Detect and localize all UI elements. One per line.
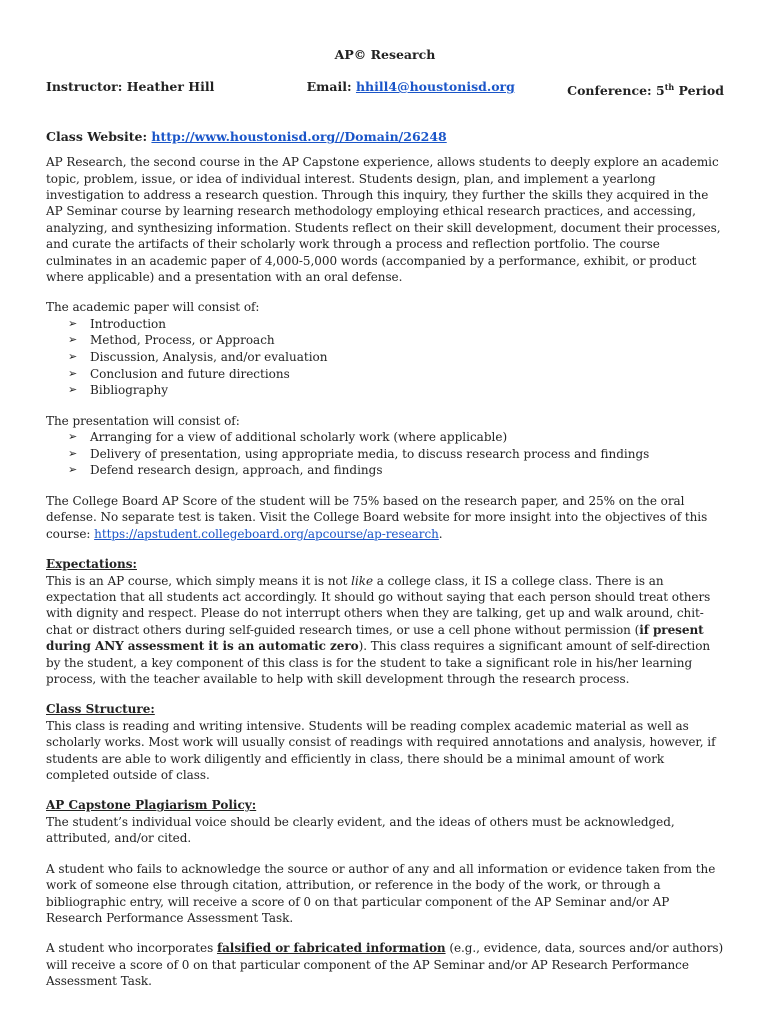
plagiarism-paragraph-1: The student’s individual voice should be clearly evident, and the ideas of others must be acknowledged, attributed, and/or cited. <box>46 814 675 846</box>
instructor-name: Instructor: Heather Hill <box>46 79 215 94</box>
list-item: ➢ Conclusion and future directions <box>68 366 724 383</box>
paper-lead: The academic paper will consist of: <box>46 300 260 315</box>
list-item: ➢ Arranging for a view of additional scholarly work (where applicable) <box>68 429 724 446</box>
list-item: ➢ Method, Process, or Approach <box>68 332 724 349</box>
presentation-list <box>46 429 724 479</box>
score-paragraph: The College Board AP Score of the student will be 75% based on the research paper, and 25% on the oral defense. No separate test is taken. Visit the College Board website for more insight into the objectives of this course: https://apstudent.collegeboard.org/apcourse/ap-research. <box>46 493 708 541</box>
list-item: ➢ Discussion, Analysis, and/or evaluation <box>68 349 724 366</box>
email-line: Email: hhill4@houstonisd.org <box>306 79 515 94</box>
expectations-heading: Expectations: <box>46 557 137 572</box>
class-website-link[interactable]: http://www.houstonisd.org//Domain/26248 <box>151 129 447 145</box>
paper-list <box>46 316 724 399</box>
list-item: ➢ Delivery of presentation, using appropriate media, to discuss research process and findings <box>68 446 724 463</box>
structure-paragraph: This class is reading and writing intensive. Students will be reading complex academic material as well as scholarly works. Most work will usually consist of readings with required annotations and analysis, however, if students are able to work diligently and efficiently in class, there should be a minimal amount of work completed outside of class. <box>46 718 716 783</box>
ap-research-link[interactable]: https://apstudent.collegeboard.org/apcourse/ap-research <box>94 526 439 541</box>
page-title: AP© Research <box>334 47 436 62</box>
list-item: ➢ Bibliography <box>68 382 724 399</box>
conference-period: Conference: 5th Period <box>567 82 724 99</box>
plagiarism-paragraph-3: A student who incorporates falsified or fabricated information (e.g., evidence, data, sources and/or authors) will receive a score of 0 on that particular component of the AP Seminar and/or AP Research Performance Assessment Task. <box>46 941 724 989</box>
list-item: ➢ Defend research design, approach, and findings <box>68 462 724 479</box>
presentation-lead: The presentation will consist of: <box>46 413 240 428</box>
class-website: Class Website: http://www.houstonisd.org//Domain/26248 <box>46 129 447 145</box>
plagiarism-heading: AP Capstone Plagiarism Policy: <box>46 798 257 813</box>
email-link[interactable]: hhill4@houstonisd.org <box>355 79 515 94</box>
header-meta <box>46 78 724 100</box>
plagiarism-paragraph-2: A student who fails to acknowledge the source or author of any and all information or evidence taken from the work of someone else through citation, attribution, or reference in the body of the work, or through a bibliographic entry, will receive a score of 0 on that particular component of the AP Seminar and/or AP Research Performance Assessment Task. <box>46 861 716 925</box>
list-item: ➢ Introduction <box>68 316 724 333</box>
structure-heading: Class Structure: <box>46 702 155 717</box>
expectations-paragraph: This is an AP course, which simply means it is not like a college class, it IS a college class. There is an expectation that all students act accordingly. It should go without saying that each person should treat others with dignity and respect. Please do not interrupt others when they are talking, get up and walk around, chit-chat or distract others during self-guided research times, or use a cell phone without permission (if present during ANY assessment it is an automatic zero). This class requires a significant amount of self-direction by the student, a key component of this class is for the student to take a significant role in his/her learning process, with the teacher available to help with skill development through the research process. <box>46 573 711 687</box>
intro-paragraph: AP Research, the second course in the AP Capstone experience, allows students to deeply explore an academic topic, problem, issue, or idea of individual interest. Students design, plan, and implement a yearlong investigation to address a research question. Through this inquiry, they further the skills they acquired in the AP Seminar course by learning research methodology employing ethical research practices, and accessing, analyzing, and synthesizing information. Students reflect on their skill development, document their processes, and curate the artifacts of their scholarly work through a process and reflection portfolio. The course culminates in an academic paper of 4,000-5,000 words (accompanied by a performance, exhibit, or product where applicable) and a presentation with an oral defense. <box>46 155 721 284</box>
